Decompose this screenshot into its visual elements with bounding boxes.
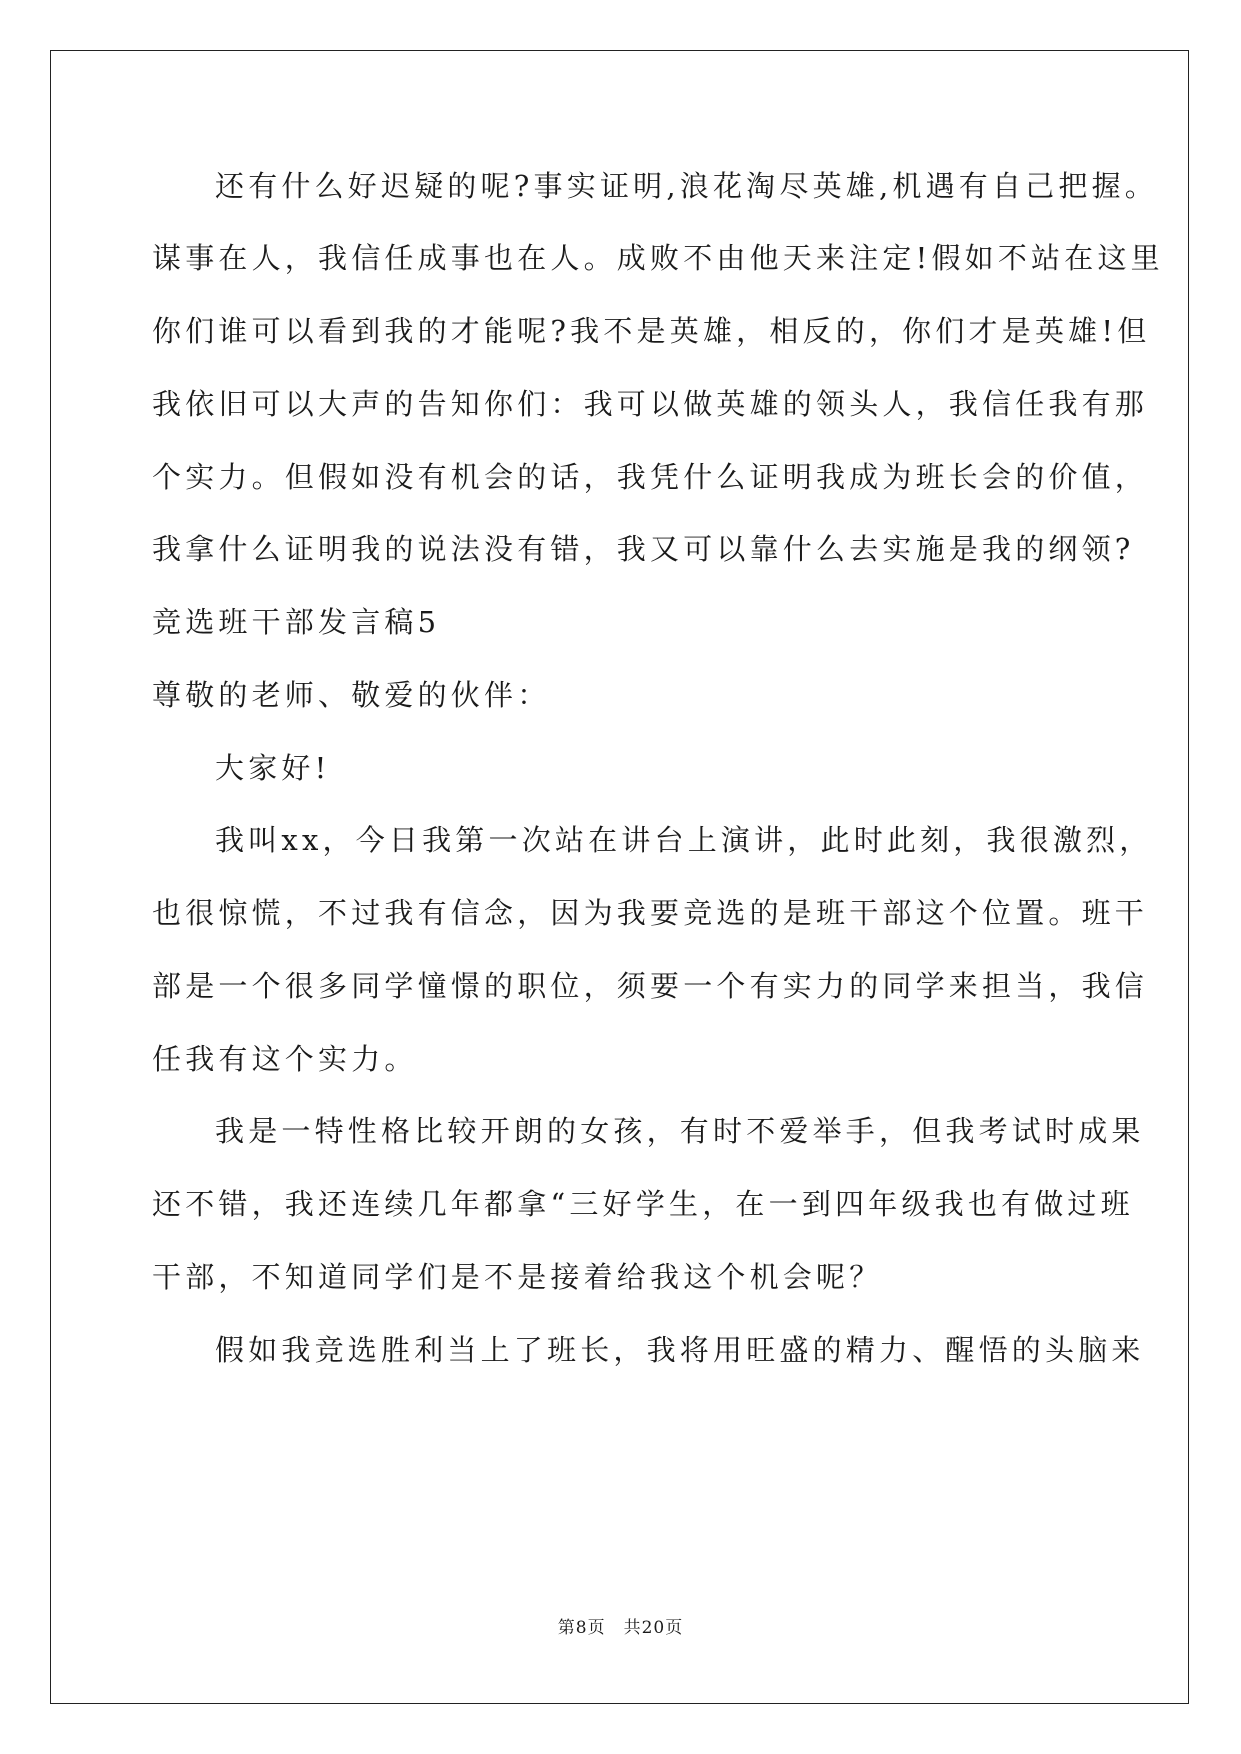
- page-number-footer: 第8页 共20页: [557, 1618, 684, 1638]
- paragraph-line: 任我有这个实力。: [152, 1042, 418, 1076]
- paragraph-line: 我是一特性格比较开朗的女孩，有时不爱举手，但我考试时成果: [215, 1114, 1145, 1148]
- paragraph-line: 还有什么好迟疑的呢?事实证明,浪花淘尽英雄,机遇有自己把握。: [215, 169, 1158, 203]
- paragraph-line: 还不错，我还连续几年都拿“三好学生，在一到四年级我也有做过班: [152, 1187, 1134, 1221]
- paragraph-line: 假如我竞选胜利当上了班长，我将用旺盛的精力、醒悟的头脑来: [215, 1333, 1145, 1367]
- paragraph-line: 我拿什么证明我的说法没有错，我又可以靠什么去实施是我的纲领?: [152, 532, 1135, 566]
- section-heading: 竞选班干部发言稿5: [152, 605, 441, 639]
- paragraph-line: 部是一个很多同学憧憬的职位，须要一个有实力的同学来担当，我信: [152, 969, 1149, 1003]
- paragraph-line: 你们谁可以看到我的才能呢?我不是英雄，相反的，你们才是英雄!但: [152, 314, 1151, 348]
- greeting: 大家好!: [215, 751, 331, 785]
- page-border: [50, 50, 1189, 1704]
- paragraph-line: 我叫xx，今日我第一次站在讲台上演讲，此时此刻，我很激烈，: [215, 823, 1153, 857]
- paragraph-line: 干部，不知道同学们是不是接着给我这个机会呢？: [152, 1260, 883, 1294]
- paragraph-line: 我依旧可以大声的告知你们：我可以做英雄的领头人，我信任我有那: [152, 387, 1149, 421]
- paragraph-line: 谋事在人，我信任成事也在人。成败不由他天来注定!假如不站在这里: [152, 241, 1164, 275]
- paragraph-line: 也很惊慌，不过我有信念，因为我要竞选的是班干部这个位置。班干: [152, 896, 1149, 930]
- salutation: 尊敬的老师、敬爱的伙伴：: [152, 678, 551, 712]
- paragraph-line: 个实力。但假如没有机会的话，我凭什么证明我成为班长会的价值，: [152, 460, 1149, 494]
